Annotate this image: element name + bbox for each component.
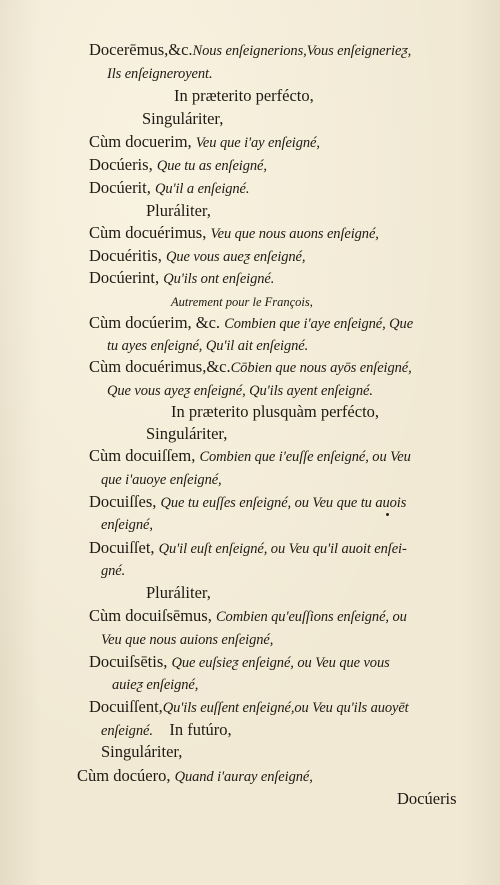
- french-text: Autrement pour le François,: [171, 295, 313, 309]
- ink-speck: [386, 513, 389, 516]
- text-line: [112, 674, 198, 695]
- text-line: [89, 652, 390, 673]
- latin-text: Cùm docuérimus,: [89, 223, 207, 242]
- text-line: [107, 63, 212, 84]
- latin-text: Docuiſſes,: [89, 492, 157, 511]
- latin-text: Docerēmus,&c.: [89, 40, 193, 59]
- section-heading: [142, 109, 223, 129]
- section-heading: [146, 201, 211, 221]
- french-text: gné.: [101, 563, 126, 579]
- french-text: Que euſsieƺ enſeigné, ou Veu que vous: [171, 655, 390, 671]
- catchword: [397, 789, 457, 809]
- text-line: [89, 155, 267, 176]
- french-text: Nous enſeignerions,Vous enſeignerie: [192, 43, 402, 59]
- french-text: Veu que i'ay enſeigné,: [195, 135, 320, 151]
- french-text: Qu'il euſt enſeigné, ou Veu qu'il auoit enſei-: [158, 541, 407, 557]
- text-line: [101, 469, 222, 490]
- text-line: [89, 357, 412, 378]
- french-text: enſeigné.: [101, 723, 153, 739]
- latin-text: Singuláriter,: [101, 742, 183, 761]
- latin-text: Docúeris,: [89, 155, 153, 174]
- text-line: [89, 40, 411, 61]
- french-text: Combien que i'aye enſeigné, Que: [224, 316, 414, 332]
- text-line: [89, 538, 407, 559]
- latin-text: Docúerit,: [89, 178, 151, 197]
- french-text: Que tu as enſeigné,: [156, 158, 267, 174]
- french-text: Quand i'auray enſeigné,: [174, 769, 313, 785]
- text-line: [101, 560, 125, 581]
- latin-text: Docuéritis,: [89, 246, 162, 265]
- french-text: Veu que nous auons enſeigné,: [210, 226, 379, 242]
- subheading: [171, 291, 313, 312]
- text-line: [89, 446, 411, 467]
- french-text: Qu'il a enſeigné.: [154, 181, 250, 197]
- section-heading: [171, 402, 379, 422]
- text-line: [89, 492, 406, 513]
- section-heading: [146, 424, 227, 444]
- latin-text: Cùm docuiſsēmus,: [89, 606, 212, 625]
- french-text: tu ayes enſeigné, Qu'il ait enſeigné.: [107, 338, 309, 354]
- french-text: Ils enſeigneroyent.: [107, 66, 213, 82]
- latin-text: Docuiſsētis,: [89, 652, 168, 671]
- latin-text: Cùm docuerim,: [89, 132, 192, 151]
- text-line: [89, 178, 249, 199]
- latin-text: Cùm docúero,: [77, 766, 171, 785]
- latin-text: Docuiſſent,: [89, 697, 163, 716]
- latin-text: Pluráliter,: [146, 201, 211, 220]
- text-line: [101, 514, 153, 535]
- text-line: [89, 268, 274, 289]
- french-text: Combien que i'euſſe enſeigné, ou Veu: [199, 449, 411, 465]
- text-line: [89, 223, 379, 244]
- french-text: Combien qu'euſſions enſeigné, ou: [215, 609, 407, 625]
- french-text: Que vous ayeƺ enſeigné, Qu'ils ayent enſeigné.: [107, 383, 373, 399]
- latin-text: Pluráliter,: [146, 583, 211, 602]
- french-text: Qu'ils ont enſeigné.: [163, 271, 275, 287]
- latin-text: Docuiſſet,: [89, 538, 155, 557]
- text-line: [77, 766, 313, 787]
- french-text: Cōbien que nous ayōs enſeigné,: [230, 360, 412, 376]
- latin-text: Singuláriter,: [142, 109, 224, 128]
- section-heading: [146, 583, 211, 603]
- text-line: [89, 606, 407, 627]
- latin-text: In præterito perfécto,: [174, 86, 314, 105]
- latin-text: Singuláriter,: [146, 424, 228, 443]
- french-text: enſeigné,: [101, 517, 153, 533]
- latin-text: In futúro,: [169, 720, 232, 739]
- french-text: Veu que nous auions enſeigné,: [101, 632, 274, 648]
- french-text: auieƺ enſeigné,: [112, 677, 199, 693]
- text-line: [101, 720, 232, 741]
- text-line: [89, 132, 320, 153]
- text-line: [107, 380, 373, 401]
- latin-text: In præterito plusquàm perfécto,: [171, 402, 380, 421]
- text-line: [107, 335, 308, 356]
- french-text: Que tu euſſes enſeigné, ou Veu que tu auois: [160, 495, 407, 511]
- text-line: [89, 246, 305, 267]
- text-line: [89, 697, 409, 718]
- latin-text: Docúerint,: [89, 268, 160, 287]
- french-text: que i'auoye enſeigné,: [101, 472, 222, 488]
- section-heading: [174, 86, 314, 106]
- latin-text: Cùm docuérimus,&c.: [89, 357, 231, 376]
- french-text: ƺ,: [401, 43, 412, 59]
- latin-text: Cùm docúerim, &c.: [89, 313, 221, 332]
- french-text: Qu'ils euſſent enſeigné,ou Veu qu'ils auoyēt: [162, 700, 409, 716]
- latin-text: Cùm docuiſſem,: [89, 446, 196, 465]
- french-text: Que vous aueƺ enſeigné,: [165, 249, 306, 265]
- text-line: [89, 313, 413, 334]
- text-line: [101, 629, 273, 650]
- latin-text: Docúeris: [397, 789, 457, 808]
- section-heading: [101, 742, 182, 762]
